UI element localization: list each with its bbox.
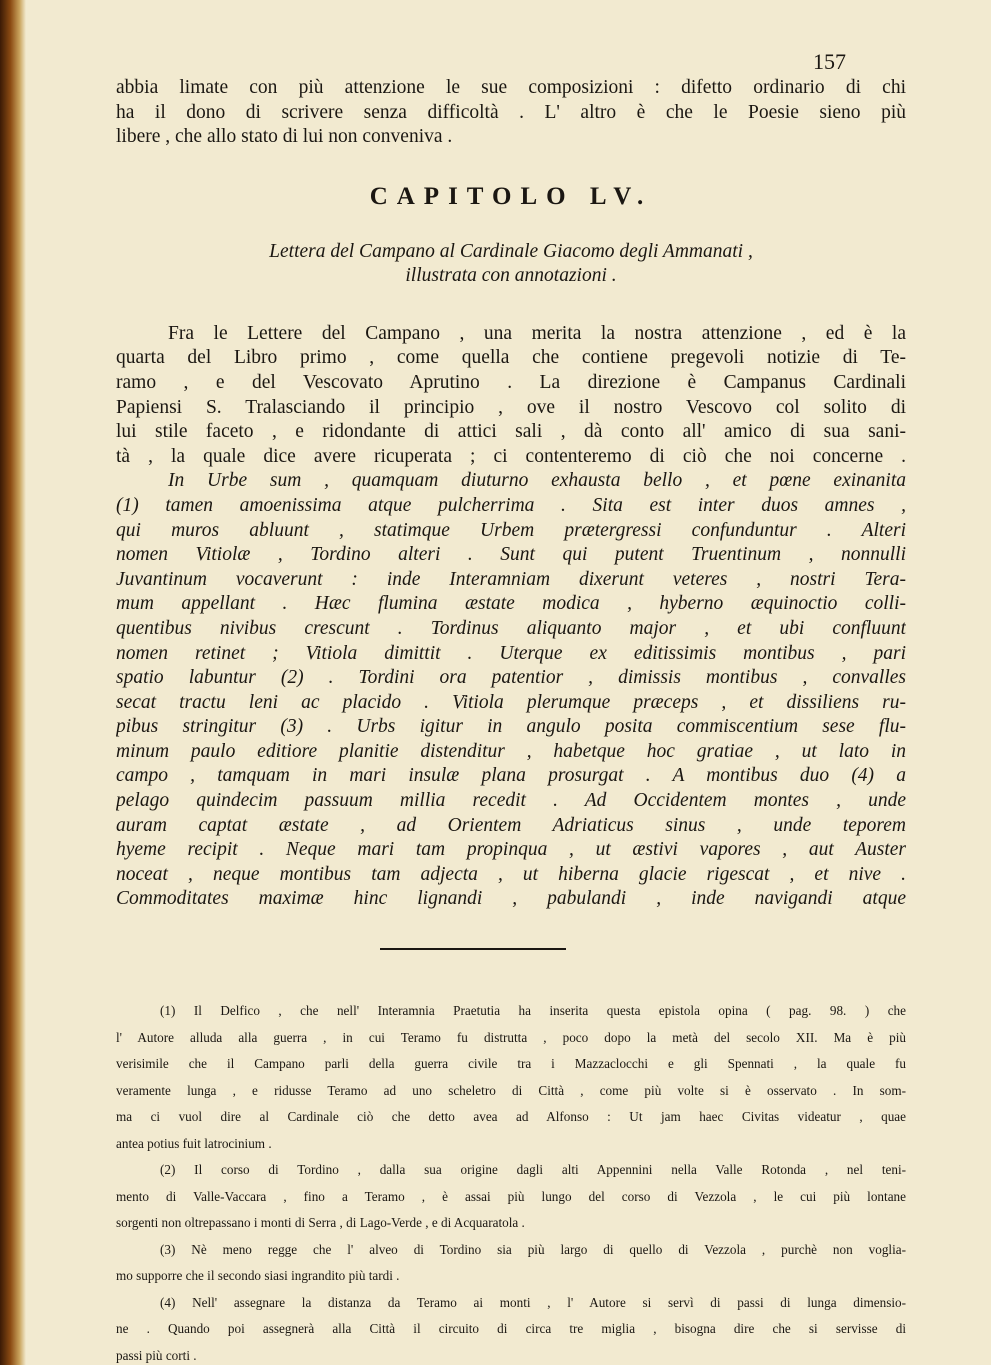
intro-paragraph xyxy=(116,76,906,150)
footnote-line: antea potius fuit latrocinium . xyxy=(116,1135,272,1151)
page-number: 157 xyxy=(813,49,846,74)
footnote-line: sorgenti non oltrepassano i monti di Serra , di Lago-Verde , e di Acquaratola . xyxy=(116,1215,525,1231)
text-line: libere , che allo stato di lui non conveniva . xyxy=(116,126,453,148)
body-text xyxy=(116,322,906,912)
latin-line: mum appellant . Hæc flumina æstate modica , hyberno æquinoctio colli- xyxy=(116,593,906,615)
text-line: Fra le Lettere del Campano , una merita la nostra attenzione , ed è la xyxy=(168,322,906,344)
text-line: tà , la quale dice avere ricuperata ; ci contenteremo di ciò che noi concerne . xyxy=(116,445,906,467)
text-line: lui stile faceto , e ridondante di attici sali , dà conto all' amico di sua sani- xyxy=(116,421,906,443)
text-line: quarta del Libro primo , come quella che contiene pregevoli notizie di Te- xyxy=(116,347,906,369)
text-line: ramo , e del Vescovato Aprutino . La direzione è Campanus Cardinali xyxy=(116,371,906,393)
footnote-line: l' Autore alluda alla guerra , in cui Teramo fu distrutta , poco dopo la metà del secolo XII. Ma è più xyxy=(116,1029,906,1045)
latin-line: noceat , neque montibus tam adjecta , ut hiberna glacie rigescat , et nive . xyxy=(116,863,906,885)
footnote-line: (4) Nell' assegnare la distanza da Teramo ai monti , l' Autore si servì di passi di lunga dimensio- xyxy=(160,1294,906,1310)
subtitle-line: Lettera del Campano al Cardinale Giacomo degli Ammanati , xyxy=(269,240,753,262)
text-block xyxy=(116,48,906,1365)
latin-line: qui muros abluunt , statimque Urbem prætergressi confunduntur . Alteri xyxy=(116,519,906,541)
subtitle-line: illustrata con annotazioni . xyxy=(405,264,617,286)
latin-line: Commoditates maximæ hinc lignandi , pabulandi , inde navigandi atque xyxy=(116,888,906,910)
text-line: ha il dono di scrivere senza difficoltà . L' altro è che le Poesie sieno più xyxy=(116,101,906,123)
latin-line: minum paulo editiore planitie distenditur , habetque hoc gratiae , ut lato in xyxy=(116,740,906,762)
footnote-line: verisimile che il Campano parli della guerra civile tra i Mazzaclocchi e gli Spennati , la quale fu xyxy=(116,1056,906,1072)
footnote-line: ma ci vuol dire al Cardinale ciò che detto avea ad Alfonso : Ut jam haec Civitas videatur , quae xyxy=(116,1109,906,1125)
latin-line: spatio labuntur (2) . Tordini ora patentior , dimissis montibus , convalles xyxy=(116,667,906,689)
text-line: abbia limate con più attenzione le sue composizioni : difetto ordinario di chi xyxy=(116,77,906,98)
page-gutter-shadow xyxy=(0,0,26,1365)
latin-line: hyeme recipit . Neque mari tam propinqua , ut æstivi vapores , aut Auster xyxy=(116,839,906,861)
footnotes xyxy=(116,998,906,1365)
latin-line: pibus stringitur (3) . Urbs igitur in angulo posita commiscentium sese flu- xyxy=(116,716,906,738)
chapter-subtitle xyxy=(116,240,906,288)
chapter-title: CAPITOLO LV. xyxy=(369,182,653,210)
footnote-line: mento di Valle-Vaccara , fino a Teramo , è assai più lungo del corso di Vezzola , le cui più lontane xyxy=(116,1188,906,1204)
footnote-line: passi più corti . xyxy=(116,1347,197,1363)
footnote-line: (2) Il corso di Tordino , dalla sua origine dagli alti Appennini nella Valle Rotonda , nel teni- xyxy=(160,1162,906,1178)
latin-line: nomen Vitiolæ , Tordino alteri . Sunt qui putent Truentinum , nonnulli xyxy=(116,544,906,566)
latin-line: In Urbe sum , quamquam diuturno exhausta bello , et pœne exinanita xyxy=(168,470,906,492)
latin-line: auram captat æstate , ad Orientem Adriaticus sinus , unde teporem xyxy=(116,814,906,836)
latin-line: (1) tamen amoenissima atque pulcherrima . Sita est inter duos amnes , xyxy=(116,494,906,516)
footnote-line: (1) Il Delfico , che nell' Interamnia Praetutia ha inserita questa epistola opina ( pag. 98. ) che xyxy=(160,1003,906,1019)
footnote-divider xyxy=(380,948,566,950)
footnote-line: ne . Quando poi assegnerà alla Città il circuito di circa tre miglia , bisogna dire che si servisse di xyxy=(116,1321,906,1337)
latin-line: nomen retinet ; Vitiola dimittit . Uterque ex editissimis montibus , pari xyxy=(116,642,906,664)
footnote-line: veramente lunga , e ridusse Teramo ad uno scheletro di Città , come più volte si è osservato . In som- xyxy=(116,1082,906,1098)
latin-line: secat tractu leni ac placido . Vitiola plerumque præceps , et dissiliens ru- xyxy=(116,691,906,713)
latin-line: campo , tamquam in mari insulæ plana prosurgat . A montibus duo (4) a xyxy=(116,765,906,787)
latin-line: quentibus nivibus crescunt . Tordinus aliquanto major , et ubi confluunt xyxy=(116,617,906,639)
latin-line: pelago quindecim passuum millia recedit . Ad Occidentem montes , unde xyxy=(116,790,906,812)
text-line: Papiensi S. Tralasciando il principio , ove il nostro Vescovo col solito di xyxy=(116,396,906,418)
latin-line: Juvantinum vocaverunt : inde Interamniam dixerunt veteres , nostri Tera- xyxy=(116,568,906,590)
footnote-line: (3) Nè meno regge che l' alveo di Tordino sia più largo di quello di Vezzola , purchè non voglia- xyxy=(160,1241,906,1257)
footnote-line: mo supporre che il secondo siasi ingrandito più tardi . xyxy=(116,1268,400,1284)
